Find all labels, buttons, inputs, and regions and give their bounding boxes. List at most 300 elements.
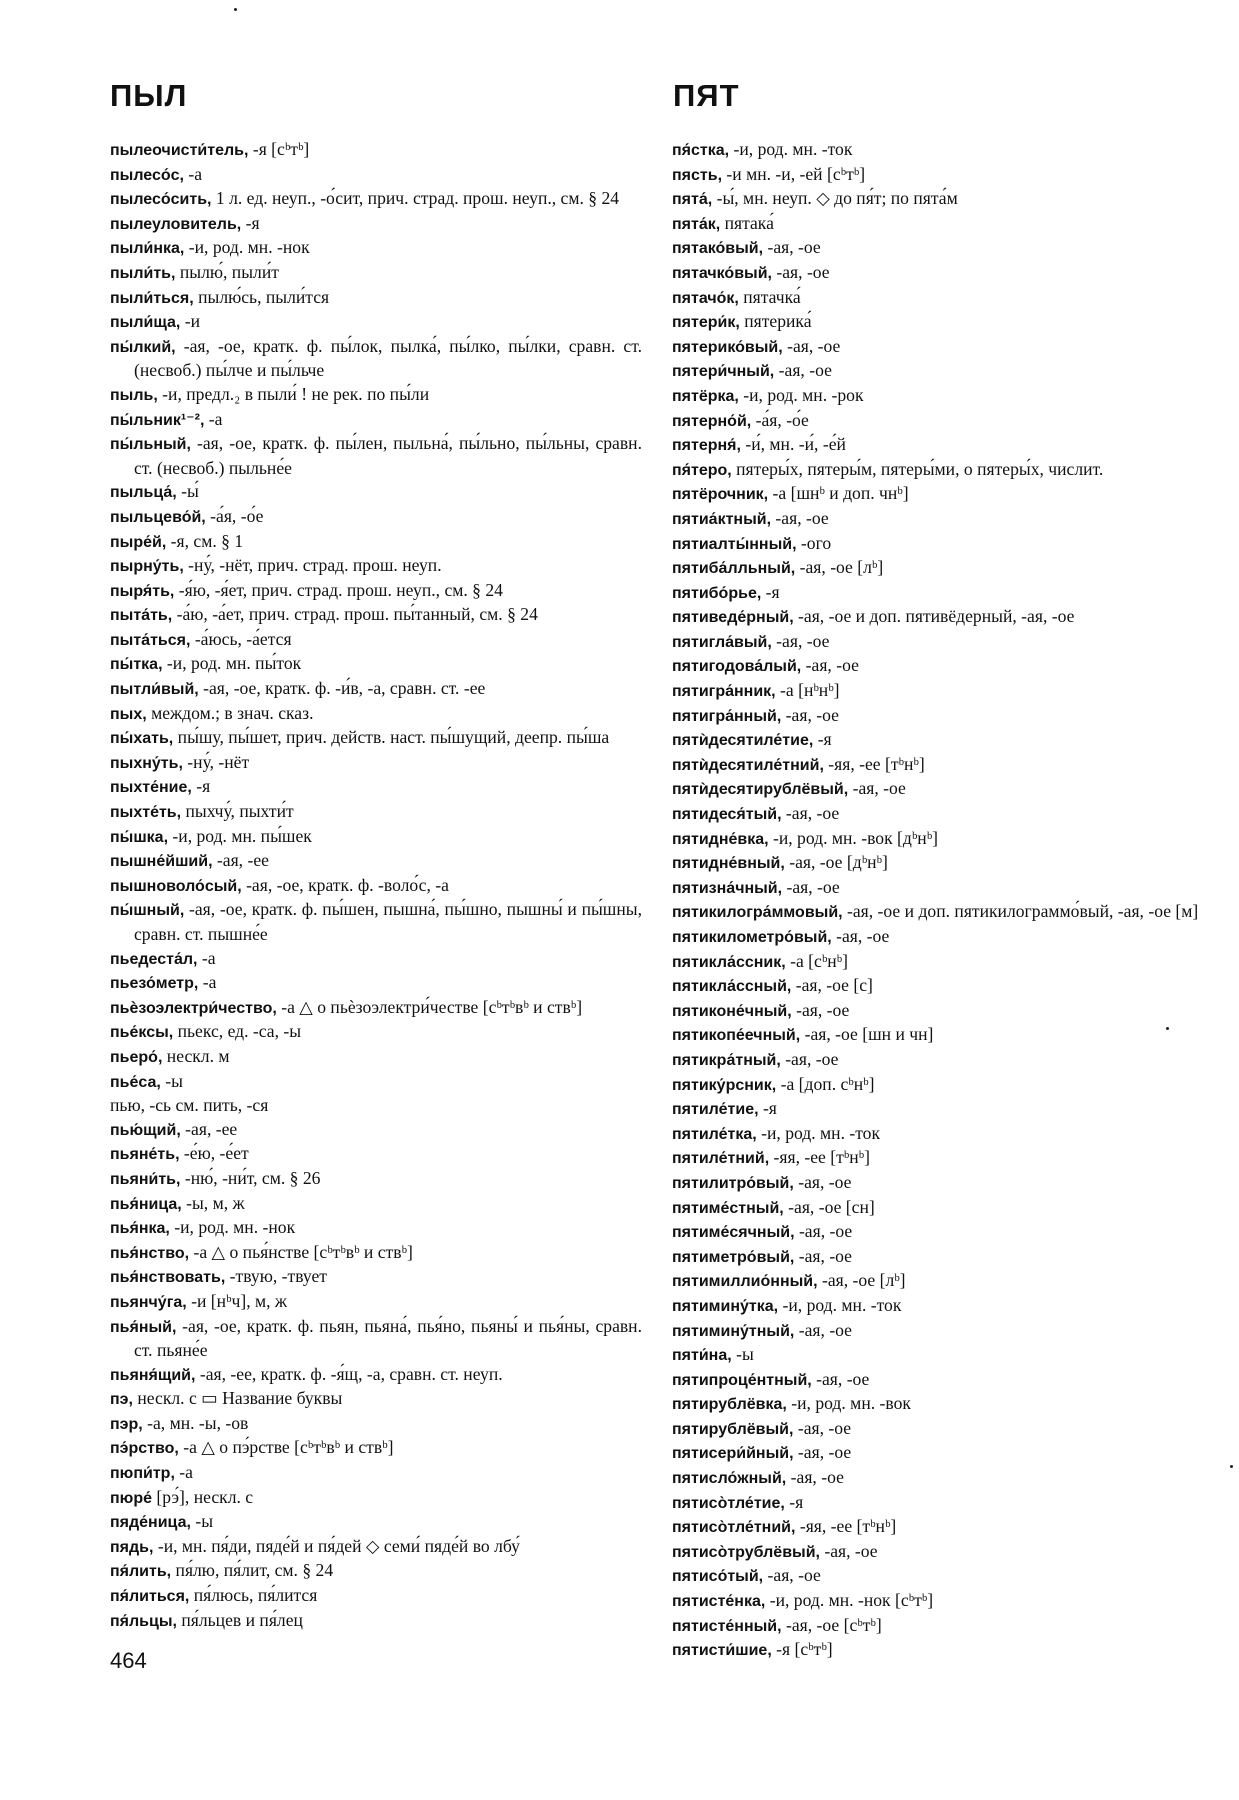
entry-headword: пятимиллио́нный, xyxy=(672,1273,818,1291)
dictionary-entry xyxy=(110,751,642,776)
entry-grammar: -и, род. мн. -нок xyxy=(169,1217,296,1238)
entry-grammar: -и мн. -и, -ей [сᵇтᵇ] xyxy=(722,163,866,184)
left-column xyxy=(110,138,642,1633)
dictionary-entry xyxy=(672,654,1204,679)
entry-headword: пья́нство, xyxy=(110,1244,190,1262)
print-speck xyxy=(234,8,237,11)
entry-grammar: -ая, -ее xyxy=(180,1118,238,1139)
entry-headword: пы́льник¹⁻², xyxy=(110,411,205,429)
entry-grammar: пылю́, пыли́т xyxy=(175,261,279,282)
dictionary-entry xyxy=(672,507,1204,532)
dictionary-entry xyxy=(672,359,1204,384)
entry-headword: пыхте́ть, xyxy=(110,804,182,822)
entry-headword: пятиме́стный, xyxy=(672,1199,784,1217)
entry-grammar: -ого xyxy=(796,532,832,553)
dictionary-entry xyxy=(110,800,642,825)
dictionary-entry xyxy=(110,1436,642,1461)
dictionary-entry xyxy=(672,753,1204,778)
entry-grammar: -ая, -ое xyxy=(794,1319,852,1340)
entry-headword: пылеочисти́тель, xyxy=(110,142,249,159)
entry-headword: пятисери́йный, xyxy=(672,1445,794,1463)
entry-grammar: -и, род. мн. пы́ток xyxy=(162,653,302,674)
dictionary-entry xyxy=(672,187,1204,212)
entry-headword: пятимину́тка, xyxy=(672,1297,779,1315)
entry-headword: пята́, xyxy=(672,191,713,209)
entry-grammar: -ну́, -нёт xyxy=(182,751,250,772)
dictionary-entry xyxy=(672,1196,1204,1221)
entry-headword: пятикопе́ечный, xyxy=(672,1027,801,1045)
dictionary-entry xyxy=(672,851,1204,876)
entry-grammar: -ая, -ое xyxy=(786,1467,844,1488)
entry-grammar: -а xyxy=(197,947,216,968)
dictionary-entry xyxy=(672,679,1204,704)
dictionary-entry xyxy=(110,1290,642,1315)
dictionary-entry xyxy=(672,310,1204,335)
entry-grammar: -ая, -ое xyxy=(794,1245,852,1266)
entry-grammar: -ню́, -ни́т, см. § 26 xyxy=(180,1167,321,1188)
entry-grammar: -а́я, -о́е xyxy=(751,409,809,430)
entry-grammar: -ы, м, ж xyxy=(181,1192,245,1213)
dictionary-entry xyxy=(672,925,1204,950)
dictionary-entry xyxy=(110,971,642,996)
entry-grammar: -ы xyxy=(731,1344,754,1365)
print-speck xyxy=(1230,1465,1233,1468)
entry-grammar: -и, род. мн. -вок xyxy=(786,1393,911,1414)
dictionary-entry xyxy=(672,950,1204,975)
entry-grammar: пятерика́ xyxy=(739,311,812,332)
dictionary-entry xyxy=(672,212,1204,237)
dictionary-entry xyxy=(110,1192,642,1217)
entry-headword: пятирублёвый, xyxy=(672,1420,794,1438)
dictionary-entry xyxy=(672,1614,1204,1639)
entry-grammar: -и [нᵇч], м, ж xyxy=(186,1290,288,1311)
entry-grammar: -ая, -ее xyxy=(212,850,269,871)
entry-grammar: пя́льцев и пя́лец xyxy=(176,1609,303,1630)
entry-grammar: -а xyxy=(204,408,223,429)
entry-grammar: -ая, -ое xyxy=(771,261,830,282)
entry-grammar: нескл. м xyxy=(162,1045,230,1066)
entry-grammar: -ая, -ое, кратк. ф. -воло́с, -а xyxy=(241,874,449,895)
entry-grammar: -и xyxy=(180,311,201,332)
dictionary-entry xyxy=(110,432,642,480)
entry-grammar: -ая, -ое xyxy=(793,1417,852,1438)
entry-headword: пья́ный, xyxy=(110,1318,177,1336)
dictionary-entry xyxy=(672,261,1204,286)
print-speck xyxy=(1166,1027,1169,1030)
entry-headword: пятерно́й, xyxy=(672,412,752,430)
dictionary-entry xyxy=(672,1269,1204,1294)
page-number: 464 xyxy=(110,1648,147,1673)
dictionary-entry xyxy=(110,1510,642,1535)
entry-grammar: -твую, -твует xyxy=(225,1266,327,1287)
dictionary-entry xyxy=(110,138,642,163)
entry-headword: пью́щий, xyxy=(110,1121,181,1139)
entry-headword: пыль, xyxy=(110,386,158,404)
entry-headword: пятери́к, xyxy=(672,314,740,332)
dictionary-entry xyxy=(672,1564,1204,1589)
entry-headword: пятикла́ссник, xyxy=(672,953,786,971)
entry-grammar: пьекс, ед. -са, -ы xyxy=(173,1021,302,1042)
dictionary-entry xyxy=(672,1097,1204,1122)
entry-grammar: пятеры́х, пятеры́м, пятеры́ми, о пятеры́х, числит. xyxy=(731,458,1104,479)
entry-grammar: -ая, -ое xyxy=(782,876,840,897)
entry-grammar: -я xyxy=(784,1491,804,1512)
entry-grammar: -и, род. мн. -нок xyxy=(184,237,310,258)
dictionary-entry xyxy=(672,974,1204,999)
dictionary-entry xyxy=(110,1559,642,1584)
running-head-left: ПЫЛ xyxy=(110,78,188,113)
entry-grammar: -яя, -ее [тᵇнᵇ] xyxy=(823,753,925,774)
entry-grammar: -ая, -ое [сᵇтᵇ] xyxy=(781,1614,882,1635)
dictionary-entry xyxy=(110,628,642,653)
entry-headword: пытли́вый, xyxy=(110,681,199,699)
dictionary-entry xyxy=(672,1171,1204,1196)
dictionary-entry xyxy=(672,999,1204,1024)
entry-headword: пяти́на, xyxy=(672,1347,732,1365)
dictionary-entry xyxy=(110,1241,642,1266)
dictionary-entry xyxy=(672,1146,1204,1171)
dictionary-entry xyxy=(672,1392,1204,1417)
entry-grammar: -ая, -ое [шн и чн] xyxy=(800,1024,934,1045)
dictionary-entry xyxy=(672,482,1204,507)
entry-headword: пятѝдесятирублёвый, xyxy=(672,781,849,799)
entry-headword: пятикра́тный, xyxy=(672,1051,781,1069)
entry-grammar: -я, см. § 1 xyxy=(166,530,244,551)
entry-grammar: -е́ю, -е́ет xyxy=(179,1143,249,1164)
dictionary-entry xyxy=(672,1220,1204,1245)
entry-headword: пьянчу́га, xyxy=(110,1293,187,1311)
dictionary-entry xyxy=(672,458,1204,483)
entry-grammar: пятачка́ xyxy=(738,286,801,307)
dictionary-entry xyxy=(672,384,1204,409)
entry-grammar: -и, род. мн. -вок [дᵇнᵇ] xyxy=(768,827,938,848)
entry-headword: пятиалты́нный, xyxy=(672,535,797,553)
entry-grammar: -а △ о пья́нстве [сᵇтᵇвᵇ и ствᵇ] xyxy=(189,1241,413,1262)
entry-headword: пы́лкий, xyxy=(110,338,176,356)
dictionary-entry xyxy=(110,1315,642,1363)
dictionary-entry xyxy=(110,1609,642,1634)
dictionary-entry xyxy=(672,286,1204,311)
entry-headword: пятиведе́рный, xyxy=(672,609,794,627)
entry-headword: пье́ксы, xyxy=(110,1024,174,1042)
dictionary-entry xyxy=(110,874,642,899)
dictionary-entry xyxy=(672,1294,1204,1319)
entry-headword: пыльца́, xyxy=(110,484,177,502)
dictionary-entry xyxy=(672,1343,1204,1368)
entry-grammar: -ая, -ее, кратк. ф. -я́щ, -а, сравн. ст. неуп. xyxy=(195,1363,503,1384)
dictionary-entry xyxy=(672,1048,1204,1073)
entry-headword: пьѐзоэлектри́чество, xyxy=(110,999,277,1017)
entry-headword: пьеро́, xyxy=(110,1048,163,1066)
entry-headword: пятигра́нный, xyxy=(672,707,782,725)
entry-grammar: -ая, -ое, кратк. ф. пы́шен, пышна́, пы́шно, пышны́ и пы́шны, сравн. ст. пышне́е xyxy=(134,899,642,944)
entry-grammar: -ы́ xyxy=(176,481,199,502)
entry-headword: пя́льцы, xyxy=(110,1612,177,1630)
entry-grammar: -я xyxy=(191,776,211,797)
dictionary-entry xyxy=(110,1265,642,1290)
dictionary-entry xyxy=(110,849,642,874)
entry-headword: пядь, xyxy=(110,1538,154,1556)
entry-headword: пятидне́вный, xyxy=(672,855,785,873)
dictionary-entry xyxy=(672,532,1204,557)
entry-headword: пэ, xyxy=(110,1391,133,1409)
entry-headword: пыли́ща, xyxy=(110,314,181,332)
entry-headword: пясть, xyxy=(672,166,723,184)
entry-grammar: пыхчу́, пыхти́т xyxy=(181,801,294,822)
dictionary-entry xyxy=(672,335,1204,360)
entry-headword: пэ́рство, xyxy=(110,1440,179,1458)
dictionary-entry xyxy=(110,383,642,408)
entry-grammar: -ая, -ое xyxy=(819,1540,878,1561)
entry-grammar: -я xyxy=(758,1098,777,1119)
dictionary-entry xyxy=(672,581,1204,606)
dictionary-entry xyxy=(110,1020,642,1045)
entry-headword: пьяни́ть, xyxy=(110,1170,181,1188)
dictionary-entry xyxy=(110,480,642,505)
entry-grammar: пылю́сь, пыли́тся xyxy=(193,286,330,307)
entry-grammar: -я [сᵇтᵇ] xyxy=(248,139,310,159)
dictionary-entry xyxy=(110,163,642,188)
entry-headword: пятисти́шие, xyxy=(672,1642,772,1660)
dictionary-entry xyxy=(110,579,642,604)
entry-grammar: -ая, -ое xyxy=(781,704,839,725)
entry-headword: пятёрочник, xyxy=(672,486,769,504)
entry-headword: пьезо́метр, xyxy=(110,975,199,993)
dictionary-entry xyxy=(672,163,1204,188)
entry-headword: пюре́ xyxy=(110,1489,152,1507)
dictionary-entry xyxy=(110,310,642,335)
dictionary-entry xyxy=(672,900,1204,925)
entry-grammar: -а́юсь, -а́ется xyxy=(190,628,292,649)
entry-grammar: -ну́, -нёт, прич. страд. прош. неуп. xyxy=(183,555,442,576)
entry-headword: пьяне́ть, xyxy=(110,1146,180,1164)
entry-headword: пя́стка, xyxy=(672,142,730,159)
entry-headword: пятисо̀трублёвый, xyxy=(672,1543,820,1561)
entry-grammar: [рэ́], нескл. с xyxy=(152,1486,254,1507)
dictionary-entry xyxy=(110,996,642,1021)
entry-grammar: -и́, мн. -и́, -е́й xyxy=(740,434,846,455)
dictionary-entry xyxy=(110,1142,642,1167)
entry-grammar: -и, род. мн. -рок xyxy=(738,384,864,405)
dictionary-entry xyxy=(110,1461,642,1486)
running-head-right: ПЯТ xyxy=(673,78,740,113)
entry-headword: пыта́ться, xyxy=(110,631,191,649)
entry-headword: пятерико́вый, xyxy=(672,338,783,356)
entry-headword: пы́шный, xyxy=(110,902,185,920)
dictionary-entry xyxy=(110,1167,642,1192)
entry-headword: пятикилометро́вый, xyxy=(672,929,832,946)
entry-grammar: -и, род. мн. пы́шек xyxy=(168,825,312,846)
dictionary-entry xyxy=(110,1363,642,1388)
entry-grammar: -а́ю, -а́ет, прич. страд. прош. пы́танный, см. § 24 xyxy=(172,604,538,625)
dictionary-entry xyxy=(672,556,1204,581)
entry-headword: пятиба́лльный, xyxy=(672,560,796,578)
entry-headword: пятерня́, xyxy=(672,437,741,455)
entry-grammar: междом.; в знач. сказ. xyxy=(146,702,314,723)
dictionary-entry xyxy=(110,677,642,702)
entry-grammar: -а, мн. -ы, -ов xyxy=(142,1412,249,1433)
entry-grammar: пятака́ xyxy=(720,212,774,233)
dictionary-entry xyxy=(110,726,642,751)
entry-grammar: -ая, -ое xyxy=(774,360,832,381)
dictionary-entry xyxy=(110,1535,642,1560)
dictionary-entry xyxy=(110,530,642,555)
entry-headword: пятизна́чный, xyxy=(672,879,783,897)
dictionary-entry xyxy=(672,236,1204,261)
entry-grammar: -ая, -ое xyxy=(793,1442,852,1463)
entry-grammar: -ая, -ое xyxy=(782,335,841,356)
entry-headword: пятикла́ссный, xyxy=(672,978,792,996)
entry-headword: пыре́й, xyxy=(110,533,167,551)
dictionary-entry xyxy=(672,1245,1204,1270)
entry-headword: пятисо̀тле́тие, xyxy=(672,1494,785,1512)
dictionary-entry xyxy=(110,286,642,311)
entry-headword: пы́льный, xyxy=(110,436,191,454)
dictionary-entry xyxy=(110,1118,642,1143)
entry-headword: пятиметро́вый, xyxy=(672,1248,795,1266)
entry-headword: пятачо́к, xyxy=(672,289,739,307)
entry-headword: пятидеся́тый, xyxy=(672,806,782,824)
entry-headword: пятачко́вый, xyxy=(672,264,772,282)
entry-grammar: пью, -сь см. пить, -ся xyxy=(110,1095,269,1116)
entry-headword: пятери́чный, xyxy=(672,363,775,381)
dictionary-entry xyxy=(110,1486,642,1511)
dictionary-entry xyxy=(110,1216,642,1241)
dictionary-entry xyxy=(110,947,642,972)
dictionary-entry xyxy=(672,605,1204,630)
entry-headword: пятисо̀тле́тний, xyxy=(672,1519,796,1537)
entry-headword: пыхну́ть, xyxy=(110,754,183,772)
dictionary-entry xyxy=(110,261,642,286)
entry-headword: пятирублёвка, xyxy=(672,1396,787,1414)
entry-grammar: -ы xyxy=(190,1511,214,1532)
entry-headword: пы́тка, xyxy=(110,656,163,674)
dictionary-entry xyxy=(110,603,642,628)
entry-headword: пылесо́сить, xyxy=(110,191,212,209)
dictionary-entry xyxy=(110,335,642,383)
entry-grammar: нескл. с ▭ Название буквы xyxy=(132,1388,343,1409)
dictionary-entry xyxy=(110,236,642,261)
entry-headword: пятигра́нник, xyxy=(672,683,776,701)
entry-grammar: -а́я, -о́е xyxy=(205,505,264,526)
entry-headword: пья́нствовать, xyxy=(110,1269,226,1287)
entry-grammar: -ая, -ое, кратк. ф. пы́лен, пыльна́, пы́льно, пы́льны, сравн. ст. (несвоб.) пыльне́е xyxy=(134,433,642,478)
dictionary-entry xyxy=(110,505,642,530)
dictionary-entry xyxy=(672,827,1204,852)
dictionary-entry xyxy=(672,777,1204,802)
entry-headword: пятимину́тный, xyxy=(672,1322,795,1340)
entry-grammar: -а △ о пэ́рстве [сᵇтᵇвᵇ и ствᵇ] xyxy=(178,1437,394,1458)
dictionary-entry xyxy=(110,187,642,212)
entry-grammar: -а xyxy=(183,163,203,184)
entry-grammar: -и, род. мн. -ток xyxy=(729,139,853,159)
entry-grammar: -ая, -ое xyxy=(794,1221,853,1242)
entry-grammar: пя́лю, пя́лит, см. § 24 xyxy=(171,1560,334,1581)
entry-grammar: -яя, -ее [тᵇнᵇ] xyxy=(769,1147,870,1168)
entry-headword: пятибо́рье, xyxy=(672,584,762,602)
dictionary-entry xyxy=(110,408,642,433)
entry-headword: пятигодова́лый, xyxy=(672,658,802,676)
entry-grammar: -и, род. мн. -ток xyxy=(778,1294,902,1315)
entry-grammar: -я xyxy=(761,581,780,602)
entry-headword: пяде́ница, xyxy=(110,1514,191,1532)
entry-headword: пятѝдесятиле́тие, xyxy=(672,732,814,750)
entry-grammar: пя́люсь, пя́лится xyxy=(189,1585,318,1606)
entry-headword: пятиконе́чный, xyxy=(672,1002,792,1020)
dictionary-entry xyxy=(672,1122,1204,1147)
dictionary-entry xyxy=(672,1368,1204,1393)
entry-headword: пылеуловитель, xyxy=(110,215,242,233)
dictionary-entry xyxy=(672,1023,1204,1048)
entry-grammar: 1 л. ед. неуп., -о́сит, прич. страд. прош. неуп., см. § 24 xyxy=(211,188,620,209)
entry-headword: пыли́нка, xyxy=(110,240,185,258)
entry-headword: пятиле́тка, xyxy=(672,1125,757,1143)
entry-grammar: -и, род. мн. -ток xyxy=(756,1122,881,1143)
entry-grammar: -ая, -ое и доп. пятивёдерный, -ая, -ое xyxy=(793,606,1075,627)
entry-headword: пятисте́нка, xyxy=(672,1593,766,1611)
dictionary-entry xyxy=(672,1589,1204,1614)
dictionary-entry xyxy=(110,1094,642,1118)
dictionary-entry xyxy=(110,212,642,237)
dictionary-entry xyxy=(110,1070,642,1095)
entry-grammar: -и, род. мн. -нок [сᵇтᵇ] xyxy=(765,1590,934,1611)
entry-headword: пятиле́тний, xyxy=(672,1150,770,1168)
entry-grammar: -ая, -ое xyxy=(771,630,830,651)
entry-grammar: -и, мн. пя́ди, пяде́й и пя́дей ◇ семи́ пяде́й во лбу́ xyxy=(153,1535,520,1556)
entry-grammar: -ая, -ое [с] xyxy=(791,975,873,996)
dictionary-entry xyxy=(672,1073,1204,1098)
entry-headword: пята́к, xyxy=(672,215,721,233)
entry-grammar: -яя, -ее [тᵇнᵇ] xyxy=(795,1516,897,1537)
entry-grammar: -и, предл.₂ в пыли́ ! не рек. по пы́ли xyxy=(157,383,430,404)
entry-headword: пэр, xyxy=(110,1415,143,1433)
dictionary-entry xyxy=(110,775,642,800)
entry-grammar: -а [сᵇнᵇ] xyxy=(785,950,848,971)
entry-headword: пырну́ть, xyxy=(110,558,184,576)
dictionary-entry xyxy=(672,728,1204,753)
entry-headword: пюпи́тр, xyxy=(110,1465,175,1483)
entry-grammar: -ая, -ое [дᵇнᵇ] xyxy=(784,852,888,873)
entry-headword: пятиа́ктный, xyxy=(672,510,772,528)
entry-grammar: -ая, -ое xyxy=(811,1368,870,1389)
dictionary-entry xyxy=(110,702,642,727)
entry-grammar: -я xyxy=(241,212,260,233)
dictionary-entry xyxy=(110,652,642,677)
dictionary-entry xyxy=(672,1540,1204,1565)
entry-grammar: -ая, -ое xyxy=(801,655,859,676)
entry-grammar: -ая, -ое [лᵇ] xyxy=(795,557,884,578)
dictionary-entry xyxy=(672,1441,1204,1466)
entry-grammar: -ая, -ое xyxy=(771,507,829,528)
entry-headword: пыхте́ние, xyxy=(110,779,192,797)
dictionary-entry xyxy=(672,433,1204,458)
dictionary-entry xyxy=(672,1319,1204,1344)
entry-headword: пятиле́тие, xyxy=(672,1101,759,1119)
entry-grammar: -ая, -ое xyxy=(763,237,821,258)
entry-headword: пыльцево́й, xyxy=(110,508,206,526)
entry-headword: пятику́рсник, xyxy=(672,1076,777,1094)
dictionary-entry xyxy=(110,1387,642,1412)
entry-grammar: -ы xyxy=(160,1070,183,1091)
dictionary-entry xyxy=(672,409,1204,434)
entry-grammar: -а xyxy=(174,1462,193,1483)
entry-grammar: -ая, -ое, кратк. ф. -и́в, -а, сравн. ст. -ее xyxy=(198,678,486,699)
entry-headword: пых, xyxy=(110,705,147,723)
entry-headword: пьяня́щий, xyxy=(110,1366,196,1384)
entry-grammar: -ая, -ое xyxy=(831,926,890,946)
entry-grammar: пы́шу, пы́шет, прич. действ. наст. пы́шущий, деепр. пы́ша xyxy=(173,727,610,748)
right-column xyxy=(672,138,1204,1663)
